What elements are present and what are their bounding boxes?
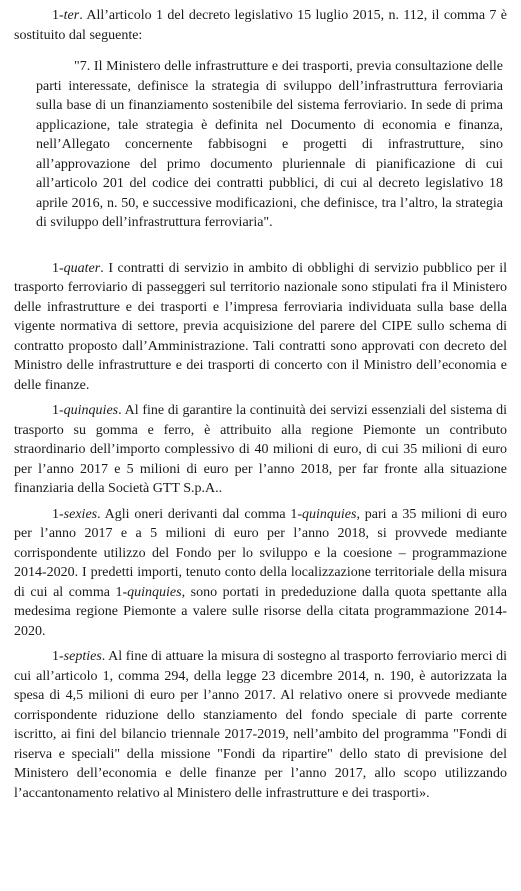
paragraph-1-quinquies: 1-quinquies. Al fine di garantire la continuità dei servizi essenziali del sistema di trasporto su gomma e ferro, è attribuito alla regione Piemonte un contributo straordinario dell’importo complessivo di 40 milioni di euro, di cui 35 milioni di euro per l’anno 2017 e 5 milioni di euro per l’anno 2018, per far fronte alla situazione finanziaria della Società GTT S.p.A.. xyxy=(14,403,507,496)
paragraph-1-septies: 1-septies. Al fine di attuare la misura di sostegno al trasporto ferroviario merci di cui all’articolo 1, comma 294, della legge 23 dicembre 2014, n. 190, è autorizzata la spesa di 4,5 milioni di euro per l’anno 2017. Al relativo onere si provvede mediante corrispondente riduzione dello stanziamento del fondo speciale di parte corrente iscritto, ai fini del bilancio triennale 2017-2019, nell’ambito del programma "Fondi di riserva e speciali" della missione "Fondi da ripartire" dello stato di previsione del Ministero dell’economia e delle finanze per l’anno 2017, allo scopo utilizzando l’accantonamento relativo al Ministero delle infrastrutture e dei trasporti». xyxy=(14,649,507,801)
paragraph-1-sexies: 1-sexies. Agli oneri derivanti dal comma 1-quinquies, pari a 35 milioni di euro per l’anno 2017 e a 5 milioni di euro per l’anno 2018, si provvede mediante corrispondente utilizzo del Fondo per lo sviluppo e la coesione – programmazione 2014-2020. I predetti importi, tenuto conto della localizzazione territoriale della misura di cui al comma 1-quinquies, sono portati in prededuzione dalla quota spettante alla medesima regione Piemonte a valere sulle risorse della citata programmazione 2014-2020. xyxy=(14,506,507,639)
paragraph-1-quater: 1-quater. I contratti di servizio in ambito di obblighi di servizio pubblico per il trasporto ferroviario di passeggeri sul territorio nazionale sono stipulati fra il Ministero delle infrastrutture e dei trasporti e l’impresa ferroviaria individuata sulla base della vigente normativa di settore, previa acquisizione del parere del CIPE sullo schema di contratto proposto dall’Amministrazione. Tali contratti sono approvati con decreto del Ministro delle infrastrutture e dei trasporti di concerto con il Ministro dell’economia e delle finanze. xyxy=(14,260,507,393)
quoted-comma-7: "7. Il Ministero delle infrastrutture e dei trasporti, previa consultazione delle parti interessate, definisce la strategia di sviluppo dell’infrastruttura ferroviaria sulla base di un finanziamento sostenibile del sistema ferroviario. In sede di prima applicazione, tale strategia è definita nel Documento di economia e finanza, nell’Allegato concernente fabbisogni e progetti di infrastrutture, sino all’approvazione del primo documento pluriennale di pianificazione di cui all’articolo 201 del codice dei contratti pubblici, di cui al decreto legislativo 18 aprile 2016, n. 50, e successive modificazioni, che definisce, tra l’altro, la strategia di sviluppo dell’infrastruttura ferroviaria". xyxy=(36,59,503,230)
paragraph-1-ter: 1-ter. All’articolo 1 del decreto legislativo 15 luglio 2015, n. 112, il comma 7 è sostituito dal seguente: xyxy=(14,8,507,43)
